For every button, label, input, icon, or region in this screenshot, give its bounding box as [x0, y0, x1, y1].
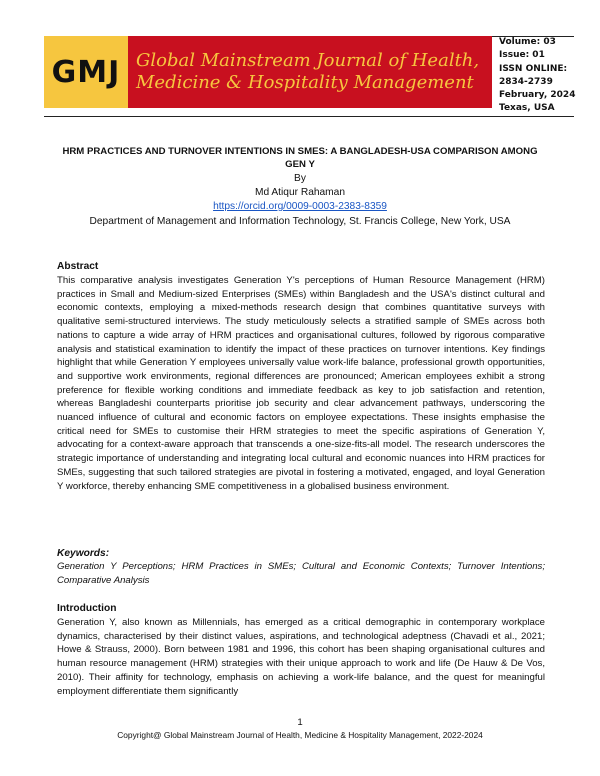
keywords-text: Generation Y Perceptions; HRM Practices in SMEs; Cultural and Economic Contexts; Turnover Intentions; Comparative Analysis — [57, 561, 545, 586]
publication-date: February, 2024 — [499, 90, 576, 101]
paper-title: HRM PRACTICES AND TURNOVER INTENTIONS IN SMES: A BANGLADESH-USA COMPARISON AMONG GEN Y — [62, 146, 538, 170]
keywords-heading: Keywords: — [57, 548, 110, 559]
issue: Issue: 01 — [499, 50, 545, 61]
introduction-text: Generation Y, also known as Millennials, has emerged as a critical demographic in contemporary workplace dynamics, characterised by their distinct values, aspirations, and technological adeptness (Chavadi et al., 2021; Howe & Strauss, 2000). Born between 1981 and 1996, this cohort has been shaping organisational cultures and human resource management (HRM) strategies with their unique approach to work and life (De Hauw & De Vos, 2010). Their affinity for technology, emphasis on achieving a work-life balance, and the quest for meaningful employment differentiate them significantly — [57, 617, 545, 697]
journal-header — [44, 36, 574, 116]
orcid-link-wrapper — [44, 201, 556, 212]
logo-text: GMJ — [51, 54, 121, 90]
header-bottom-rule — [44, 116, 574, 117]
journal-title-line2: Medicine & Hospitality Management — [136, 72, 474, 93]
copyright-footer: Copyright@ Global Mainstream Journal of Health, Medicine & Hospitality Management, 2022-2024 — [117, 730, 483, 740]
issn-value: 2834-2739 — [499, 76, 553, 87]
journal-meta — [499, 36, 600, 116]
affiliation: Department of Management and Information Technology, St. Francis College, New York, USA — [89, 216, 511, 227]
author-name: Md Atiqur Rahaman — [254, 187, 346, 198]
by-label: By — [294, 173, 306, 184]
journal-title-line1: Global Mainstream Journal of Health, — [136, 50, 480, 71]
abstract-text: This comparative analysis investigates Generation Y's perceptions of Human Resource Management (HRM) practices in Small and Medium-sized Enterprises (SMEs) within Bangladesh and the USA's distinct cultural and economic contexts, employing a mixed-methods research design that combines quantitative surveys with qualitative semi-structured interviews. The study meticulously selects a stratified sample of SMEs across both nations to capture a wide array of HRM practices and organisational cultures, followed by rigorous comparative analysis and statistical examination to identify the impact of these practices on turnover intentions. Key findings highlight that while Generation Y employees universally value work-life balance, professional growth opportunities, and supportive work environments, regional differences are pronounced; American employees exhibit a strong preference for flexible working conditions and immediate feedback as key to job satisfaction and retention, whereas Bangladeshi counterparts prioritise job security and clear advancement pathways, underscoring the nuanced influence of cultural and economic factors on employee expectations. These insights emphasise the critical need for SMEs to customise their HRM strategies to meet the specific aspirations of Generation Y, advocating for a context-aware approach that transcends a one-size-fits-all model. The research underscores the strategic importance of understanding and integrating local cultural and economic nuances into HRM practices for SMEs, suggesting that such tailored strategies are pivotal in fostering a motivated, engaged, and loyal Generation Y workforce, thereby enhancing SME competitiveness in a globalised business environment. — [57, 275, 545, 492]
introduction-heading: Introduction — [57, 603, 117, 614]
location: Texas, USA — [499, 103, 555, 114]
journal-logo — [44, 36, 128, 108]
journal-title-banner — [128, 36, 492, 108]
abstract-heading: Abstract — [57, 261, 99, 272]
volume: Volume: 03 — [499, 37, 556, 47]
page-number: 1 — [297, 717, 303, 728]
issn-label: ISSN ONLINE: — [499, 63, 568, 74]
orcid-link[interactable]: https://orcid.org/0009-0003-2383-8359 — [213, 201, 387, 212]
